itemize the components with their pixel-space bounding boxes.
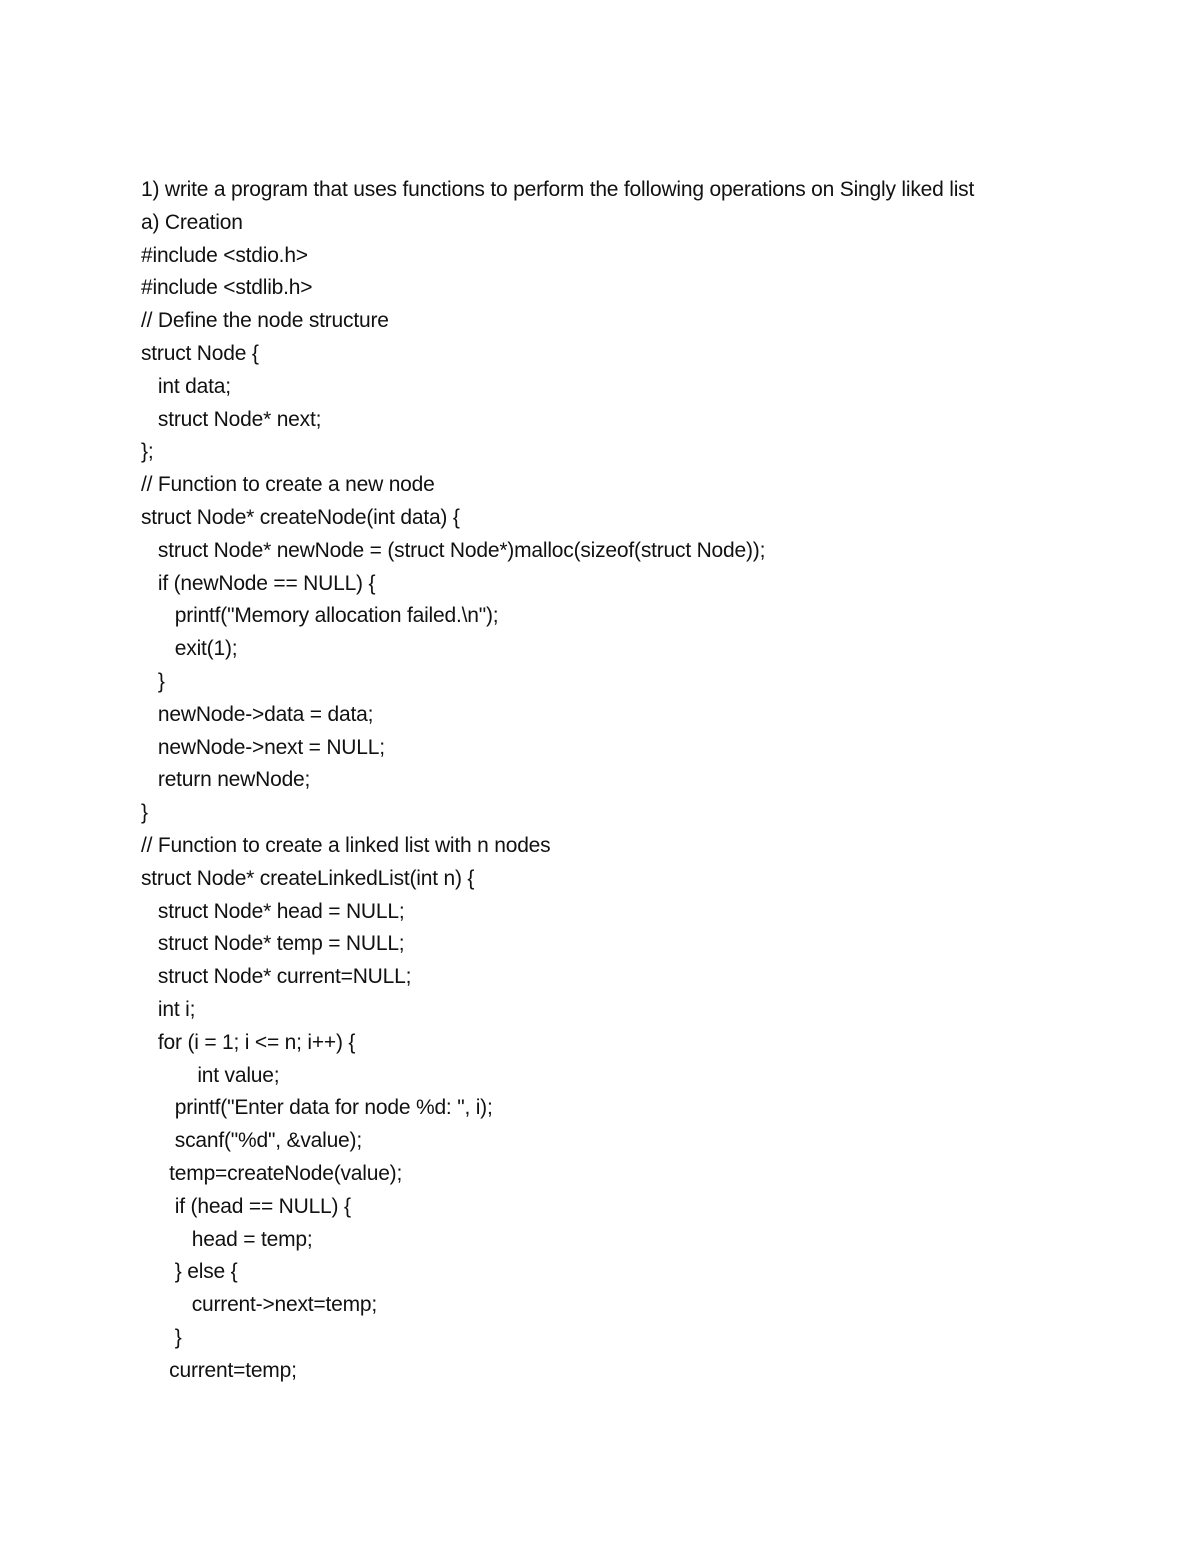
code-line: } — [141, 801, 148, 825]
code-line: head = temp; — [141, 1227, 313, 1251]
code-line: struct Node { — [141, 341, 259, 365]
code-line: struct Node* createNode(int data) { — [141, 505, 460, 529]
code-line: } — [141, 669, 165, 693]
code-line: return newNode; — [141, 768, 311, 792]
code-line: temp=createNode(value); — [141, 1161, 403, 1185]
code-line: newNode->next = NULL; — [141, 735, 385, 759]
code-line: struct Node* temp = NULL; — [141, 932, 405, 956]
code-line: struct Node* head = NULL; — [141, 899, 405, 923]
code-line: int value; — [141, 1063, 280, 1087]
code-line: struct Node* newNode = (struct Node*)malloc(sizeof(struct Node)); — [141, 538, 766, 562]
document-body — [141, 174, 1141, 1387]
code-line: printf("Memory allocation failed.\n"); — [141, 604, 499, 628]
question-subtitle: a) Creation — [141, 210, 243, 234]
code-line: #include <stdio.h> — [141, 243, 308, 267]
code-line: #include <stdlib.h> — [141, 276, 313, 300]
code-line: if (head == NULL) { — [141, 1194, 351, 1218]
code-line: }; — [141, 440, 154, 464]
question-title: 1) write a program that uses functions to perform the following operations on Singly liked list — [141, 178, 975, 201]
code-line: // Function to create a new node — [141, 473, 435, 497]
code-line: printf("Enter data for node %d: ", i); — [141, 1096, 493, 1120]
code-line: scanf("%d", &value); — [141, 1129, 362, 1153]
code-line: current->next=temp; — [141, 1293, 378, 1317]
code-line: struct Node* current=NULL; — [141, 965, 412, 989]
code-line: struct Node* createLinkedList(int n) { — [141, 866, 475, 890]
code-line: int data; — [141, 374, 231, 398]
code-block — [141, 240, 1141, 1388]
code-line: } — [141, 1325, 182, 1349]
code-line: for (i = 1; i <= n; i++) { — [141, 1030, 356, 1054]
code-line: exit(1); — [141, 637, 238, 661]
code-line: } else { — [141, 1260, 238, 1284]
code-line: // Function to create a linked list with n nodes — [141, 833, 551, 857]
code-line: struct Node* next; — [141, 407, 322, 431]
code-line: current=temp; — [141, 1358, 297, 1382]
code-line: int i; — [141, 997, 196, 1021]
code-line: if (newNode == NULL) { — [141, 571, 376, 595]
code-line: // Define the node structure — [141, 309, 389, 333]
code-line: newNode->data = data; — [141, 702, 374, 726]
